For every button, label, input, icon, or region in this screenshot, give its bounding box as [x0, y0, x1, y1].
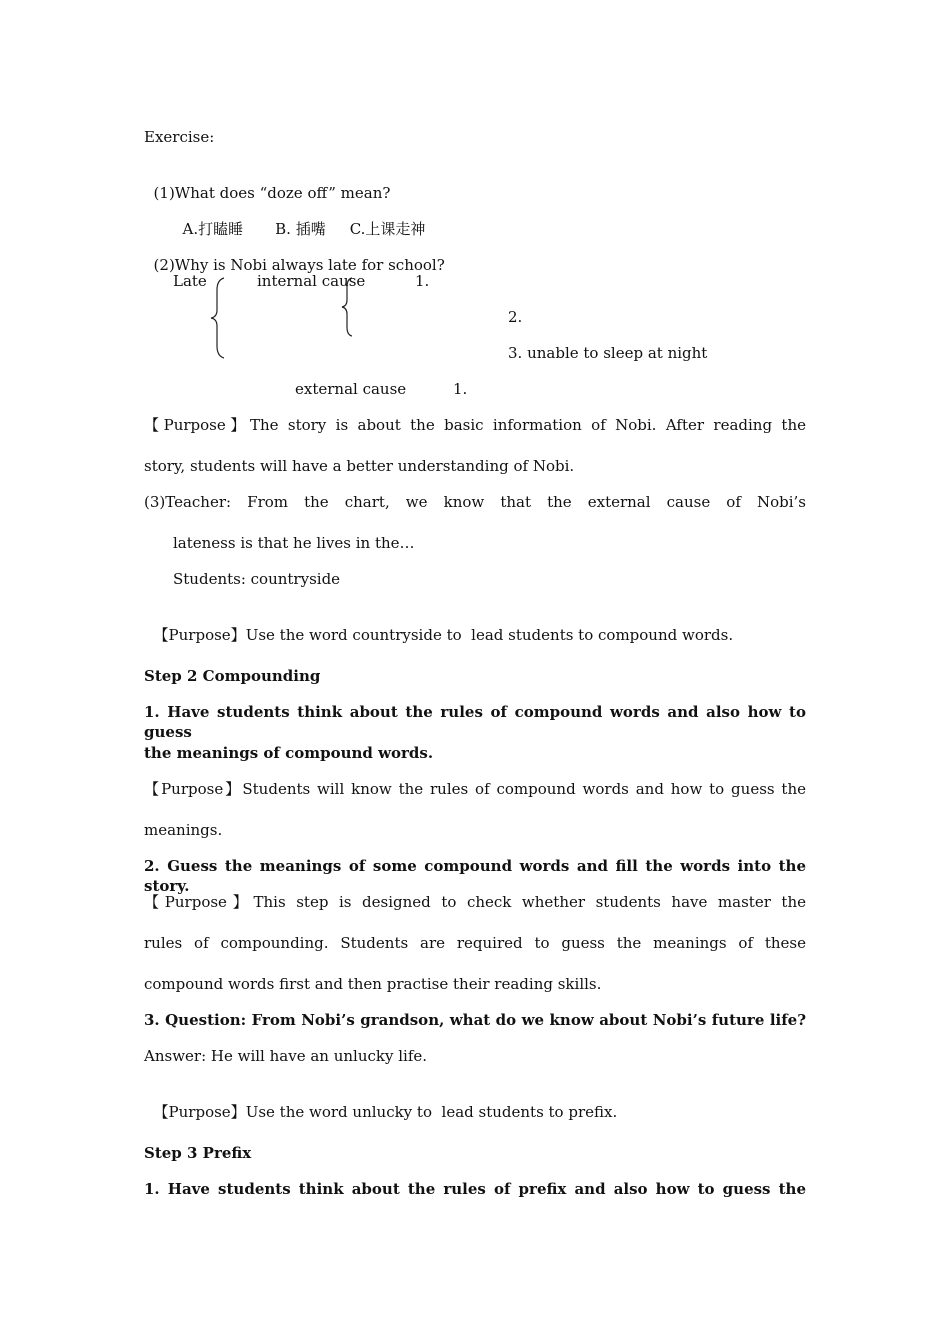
purpose-4-line-1: 【Purpose】This step is designed to check whether students have master the [144, 893, 806, 911]
question-3-label: (3) [144, 493, 166, 511]
question-3-line-2: lateness is that he lives in the… [173, 534, 415, 552]
big-brace-icon [208, 276, 228, 360]
option-b: B. 插嘴 [275, 220, 326, 238]
question-1-text: What does “doze off” mean? [174, 184, 391, 202]
purpose-tag: 【Purpose】 [144, 780, 243, 798]
external-cause: external cause [295, 380, 407, 398]
step-2-item-3: 3. Question: From Nobi’s grandson, what do we know about Nobi’s future life? [144, 1011, 806, 1029]
question-3-line-1: (3)Teacher: From the chart, we know that the external cause of Nobi’s [144, 493, 806, 511]
purpose-5: 【Purpose】Use the word unlucky to lead students to prefix. [153, 1103, 618, 1121]
purpose-4-line-2: rules of compounding. Students are required to guess the meanings of these [144, 934, 806, 952]
diagram-root: Late [173, 272, 207, 290]
purpose-tag: 【Purpose】 [144, 416, 250, 434]
step-2-item-2: 2. Guess the meanings of some compound words and fill the words into the story. [144, 857, 806, 895]
question-2 [144, 235, 445, 275]
step-2-title: Step 2 Compounding [144, 667, 321, 685]
purpose-1-line-1: 【Purpose】The story is about the basic information of Nobi. After reading the [144, 416, 806, 434]
question-1 [144, 163, 390, 203]
question-3-line-3: Students: countryside [173, 570, 341, 588]
internal-item-1: 1. [415, 272, 430, 290]
internal-item-2: 2. [508, 308, 523, 326]
purpose-3-line-1: 【Purpose】Students will know the rules of compound words and how to guess the [144, 780, 806, 798]
purpose-1-line-2: story, students will have a better understanding of Nobi. [144, 457, 575, 475]
external-item-1: 1. [453, 380, 468, 398]
option-a: A.打瞌睡 [182, 220, 244, 238]
question-1-options [173, 199, 425, 239]
option-c: C.上课走神 [349, 220, 426, 238]
purpose-4-line-3: compound words first and then practise their reading skills. [144, 975, 602, 993]
small-brace-icon [340, 276, 356, 338]
purpose-tag: 【Purpose】 [144, 893, 254, 911]
step-3-item-1-line-1: 1. Have students think about the rules of prefix and also how to guess the [144, 1180, 806, 1198]
question-1-label: (1) [153, 184, 175, 202]
exercise-title: Exercise: [144, 128, 215, 146]
answer: Answer: He will have an unlucky life. [144, 1047, 428, 1065]
internal-item-3: 3. unable to sleep at night [508, 344, 708, 362]
step-2-item-1-line-1: 1. Have students think about the rules of compound words and also how to guess [144, 703, 806, 741]
purpose-tag: 【Purpose】 [153, 626, 246, 644]
question-2-label: (2) [153, 256, 175, 274]
purpose-3-line-2: meanings. [144, 821, 223, 839]
internal-cause: internal cause [257, 272, 366, 290]
step-2-item-1-line-2: the meanings of compound words. [144, 744, 434, 762]
purpose-2: 【Purpose】Use the word countryside to lead students to compound words. [153, 626, 734, 644]
purpose-tag: 【Purpose】 [153, 1103, 246, 1121]
question-2-text: Why is Nobi always late for school? [174, 256, 445, 274]
step-3-title: Step 3 Prefix [144, 1144, 252, 1162]
